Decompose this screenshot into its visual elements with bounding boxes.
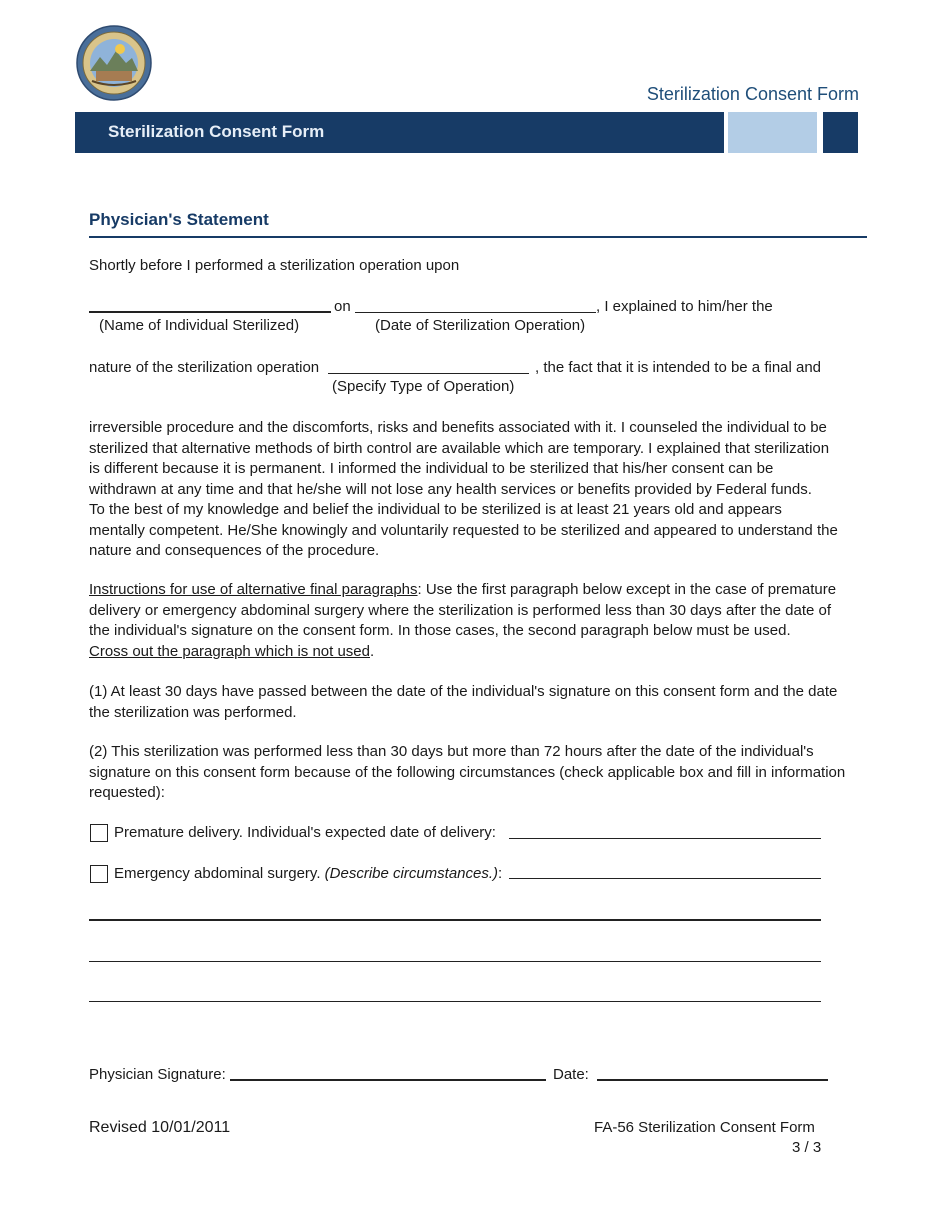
statement-body bbox=[89, 418, 864, 562]
circumstances-line-1[interactable] bbox=[89, 919, 821, 921]
section-divider bbox=[89, 236, 867, 238]
paragraph-one bbox=[89, 682, 864, 723]
physician-signature-field[interactable] bbox=[230, 1079, 546, 1081]
circumstances-line-2[interactable] bbox=[89, 961, 821, 962]
premature-delivery-checkbox[interactable] bbox=[90, 824, 108, 842]
cross-out-period: . bbox=[370, 642, 375, 660]
expected-delivery-date-field[interactable] bbox=[509, 838, 821, 839]
paragraph-two bbox=[89, 742, 864, 804]
header-form-title: Sterilization Consent Form bbox=[646, 84, 859, 104]
circumstances-field[interactable] bbox=[509, 878, 821, 879]
revised-date: Revised 10/01/2011 bbox=[89, 1119, 231, 1136]
fact-text: , the fact that it is intended to be a final and bbox=[535, 359, 822, 376]
premature-delivery-label: Premature delivery. Individual's expected date of delivery: bbox=[114, 824, 496, 841]
paragraph-one-line: (1) At least 30 days have passed between the date of the individual's signature on this consent form and the date bbox=[89, 683, 838, 700]
body-line: mentally competent. He/She knowingly and voluntarily requested to be sterilized and appeared to understand the bbox=[89, 521, 838, 539]
section-title: Physician's Statement bbox=[89, 210, 269, 229]
page-number: 3 / 3 bbox=[792, 1139, 822, 1156]
name-sterilized-field[interactable] bbox=[89, 311, 331, 313]
explained-text: , I explained to him/her the bbox=[596, 298, 773, 315]
instructions-line1: : Use the first paragraph below except in the case of premature bbox=[417, 581, 837, 598]
on-label: on bbox=[334, 298, 351, 315]
instructions-block bbox=[89, 580, 864, 662]
body-line: irreversible procedure and the discomforts, risks and benefits associated with it. I counseled the individual to be bbox=[89, 419, 827, 436]
body-line: is different because it is permanent. I informed the individual to be sterilized that his/her consent can be bbox=[89, 460, 774, 477]
type-caption: (Specify Type of Operation) bbox=[332, 378, 515, 395]
emergency-surgery-checkbox[interactable] bbox=[90, 865, 108, 883]
banner-accent-light bbox=[728, 112, 817, 153]
operation-type-field[interactable] bbox=[328, 373, 529, 374]
date-operation-field[interactable] bbox=[355, 312, 596, 313]
instructions-label: Instructions for use of alternative final paragraphs bbox=[89, 581, 418, 598]
date-caption: (Date of Sterilization Operation) bbox=[375, 317, 586, 334]
nature-text: nature of the sterilization operation bbox=[89, 359, 320, 376]
paragraph-two-line: signature on this consent form because of the following circumstances (check applicable box and fill in information bbox=[89, 763, 846, 781]
body-line: To the best of my knowledge and belief the individual to be sterilized is at least 21 years old and appears bbox=[89, 501, 782, 518]
cross-out-note: Cross out the paragraph which is not used bbox=[89, 642, 370, 660]
instructions-line3: the individual's signature on the consent form. In those cases, the second paragraph below must be used. bbox=[89, 622, 791, 639]
circumstances-line-3[interactable] bbox=[89, 1001, 821, 1002]
paragraph-one-line: the sterilization was performed. bbox=[89, 703, 297, 721]
nevada-seal-logo bbox=[74, 25, 154, 101]
signature-date-field[interactable] bbox=[597, 1079, 828, 1081]
form-id: FA-56 Sterilization Consent Form bbox=[594, 1119, 815, 1136]
instructions-line2: delivery or emergency abdominal surgery where the sterilization is performed less than 30 days after the date of bbox=[89, 601, 832, 619]
describe-circumstances-hint: (Describe circumstances.) bbox=[324, 865, 499, 882]
statement-intro: Shortly before I performed a sterilization operation upon bbox=[89, 257, 460, 274]
signature-date-label: Date: bbox=[553, 1066, 589, 1083]
name-caption: (Name of Individual Sterilized) bbox=[99, 317, 300, 334]
paragraph-two-line: requested): bbox=[89, 784, 165, 801]
paragraph-two-line: (2) This sterilization was performed less than 30 days but more than 72 hours after the date of the individual's bbox=[89, 743, 814, 760]
body-line: withdrawn at any time and that he/she will not lose any health services or benefits provided by Federal funds. bbox=[89, 480, 812, 498]
banner-title: Sterilization Consent Form bbox=[108, 122, 325, 141]
emergency-surgery-label: Emergency abdominal surgery. (Describe circumstances.): bbox=[114, 865, 503, 882]
body-line: nature and consequences of the procedure. bbox=[89, 542, 380, 559]
physician-signature-label: Physician Signature: bbox=[89, 1066, 226, 1083]
banner-accent-dark bbox=[823, 112, 858, 153]
body-line: sterilized that alternative methods of birth control are available which are temporary. I explained that sterilization bbox=[89, 439, 830, 457]
